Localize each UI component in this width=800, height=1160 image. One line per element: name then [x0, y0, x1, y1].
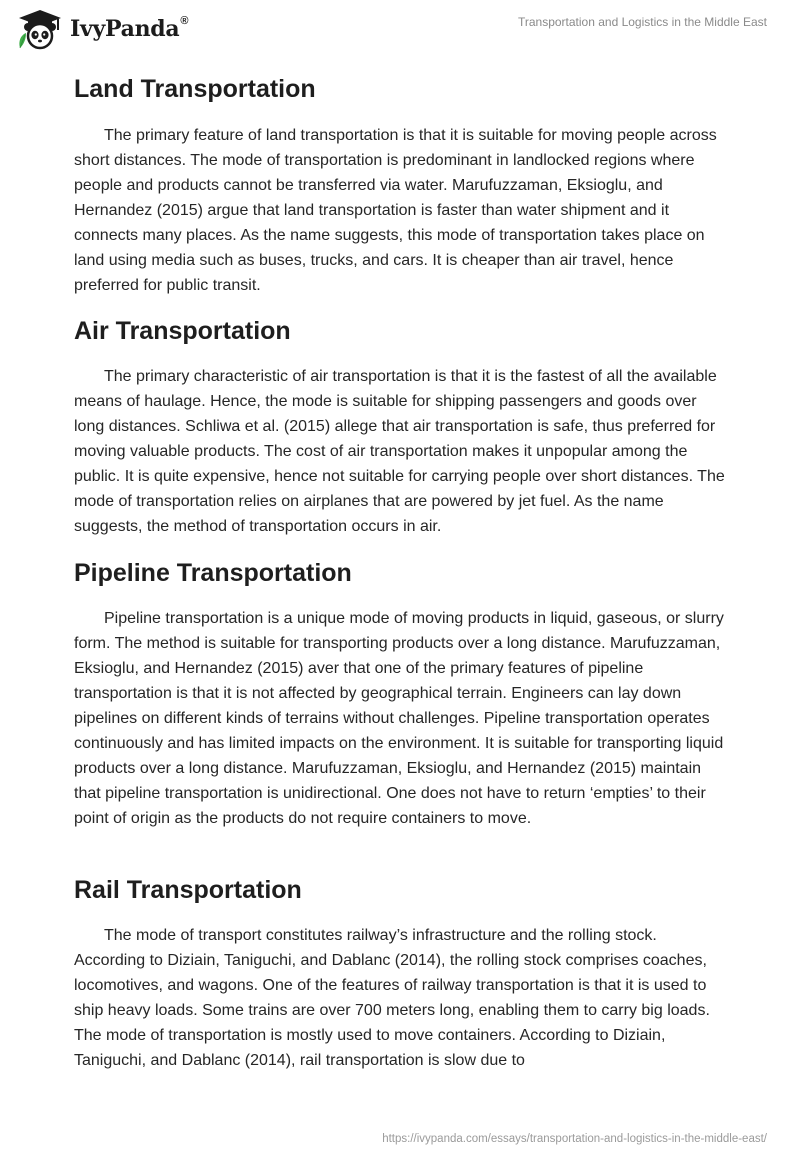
logo-wordmark: IvyPanda®	[70, 14, 189, 42]
section-heading-land: Land Transportation	[74, 75, 316, 103]
panda-graduation-cap-icon	[14, 8, 66, 50]
section-heading-air: Air Transportation	[74, 317, 291, 345]
ivypanda-logo[interactable]	[14, 8, 188, 50]
page-header	[0, 0, 800, 60]
section-heading-pipeline: Pipeline Transportation	[74, 559, 352, 587]
document-title: Transportation and Logistics in the Middle East	[517, 15, 767, 29]
registered-mark: ®	[180, 14, 189, 27]
section-paragraph-pipeline: Pipeline transportation is a unique mode of moving products in liquid, gaseous, or slurry form. The method is suitable for transporting products over a long distance. Marufuzzaman, Eksioglu, and Hernandez (2015) aver that one of the primary features of pipeline transportation is that it is not affected by geographical terrain. Engineers can lay down pipelines on different kinds of terrains without challenges. Pipeline transportation operates continuously and has limited impacts on the environment. It is suitable for transporting liquid products over a long distance. Marufuzzaman, Eksioglu, and Hernandez (2015) maintain that pipeline transportation is unidirectional. One does not have to return ‘empties’ to their point of origin as the products do not require containers to move.	[74, 610, 724, 827]
section-paragraph-air: The primary characteristic of air transportation is that it is the fastest of all the available means of haulage. Hence, the mode is suitable for shipping passengers and goods over long distances. Schliwa et al. (2015) allege that air transportation is safe, thus preferred for moving valuable products. The cost of air transportation makes it unpopular among the public. It is quite expensive, hence not suitable for carrying people over short distances. The mode of transportation relies on airplanes that are powered by jet fuel. As the name suggests, the method of transportation occurs in air.	[74, 368, 725, 535]
section-paragraph-rail: The mode of transport constitutes railway’s infrastructure and the rolling stock. According to Diziain, Taniguchi, and Dablanc (2014), the rolling stock comprises coaches, locomotives, and wagons. One of the features of railway transportation is that it is used to ship heavy loads. Some trains are over 700 meters long, enabling them to carry big loads. The mode of transportation is mostly used to move containers. According to Diziain, Taniguchi, and Dablanc (2014), rail transportation is slow due to	[74, 927, 710, 1069]
source-url-link[interactable]: https://ivypanda.com/essays/transportation-and-logistics-in-the-middle-east/	[382, 1133, 767, 1145]
section-heading-rail: Rail Transportation	[74, 876, 302, 904]
section-paragraph-land: The primary feature of land transportation is that it is suitable for moving people across short distances. The mode of transportation is predominant in landlocked regions where people and products cannot be transferred via water. Marufuzzaman, Eksioglu, and Hernandez (2015) argue that land transportation is faster than water shipment and it connects many places. As the name suggests, this mode of transportation takes place on land using media such as buses, trucks, and cars. It is cheaper than air travel, hence preferred for public transit.	[74, 127, 717, 294]
